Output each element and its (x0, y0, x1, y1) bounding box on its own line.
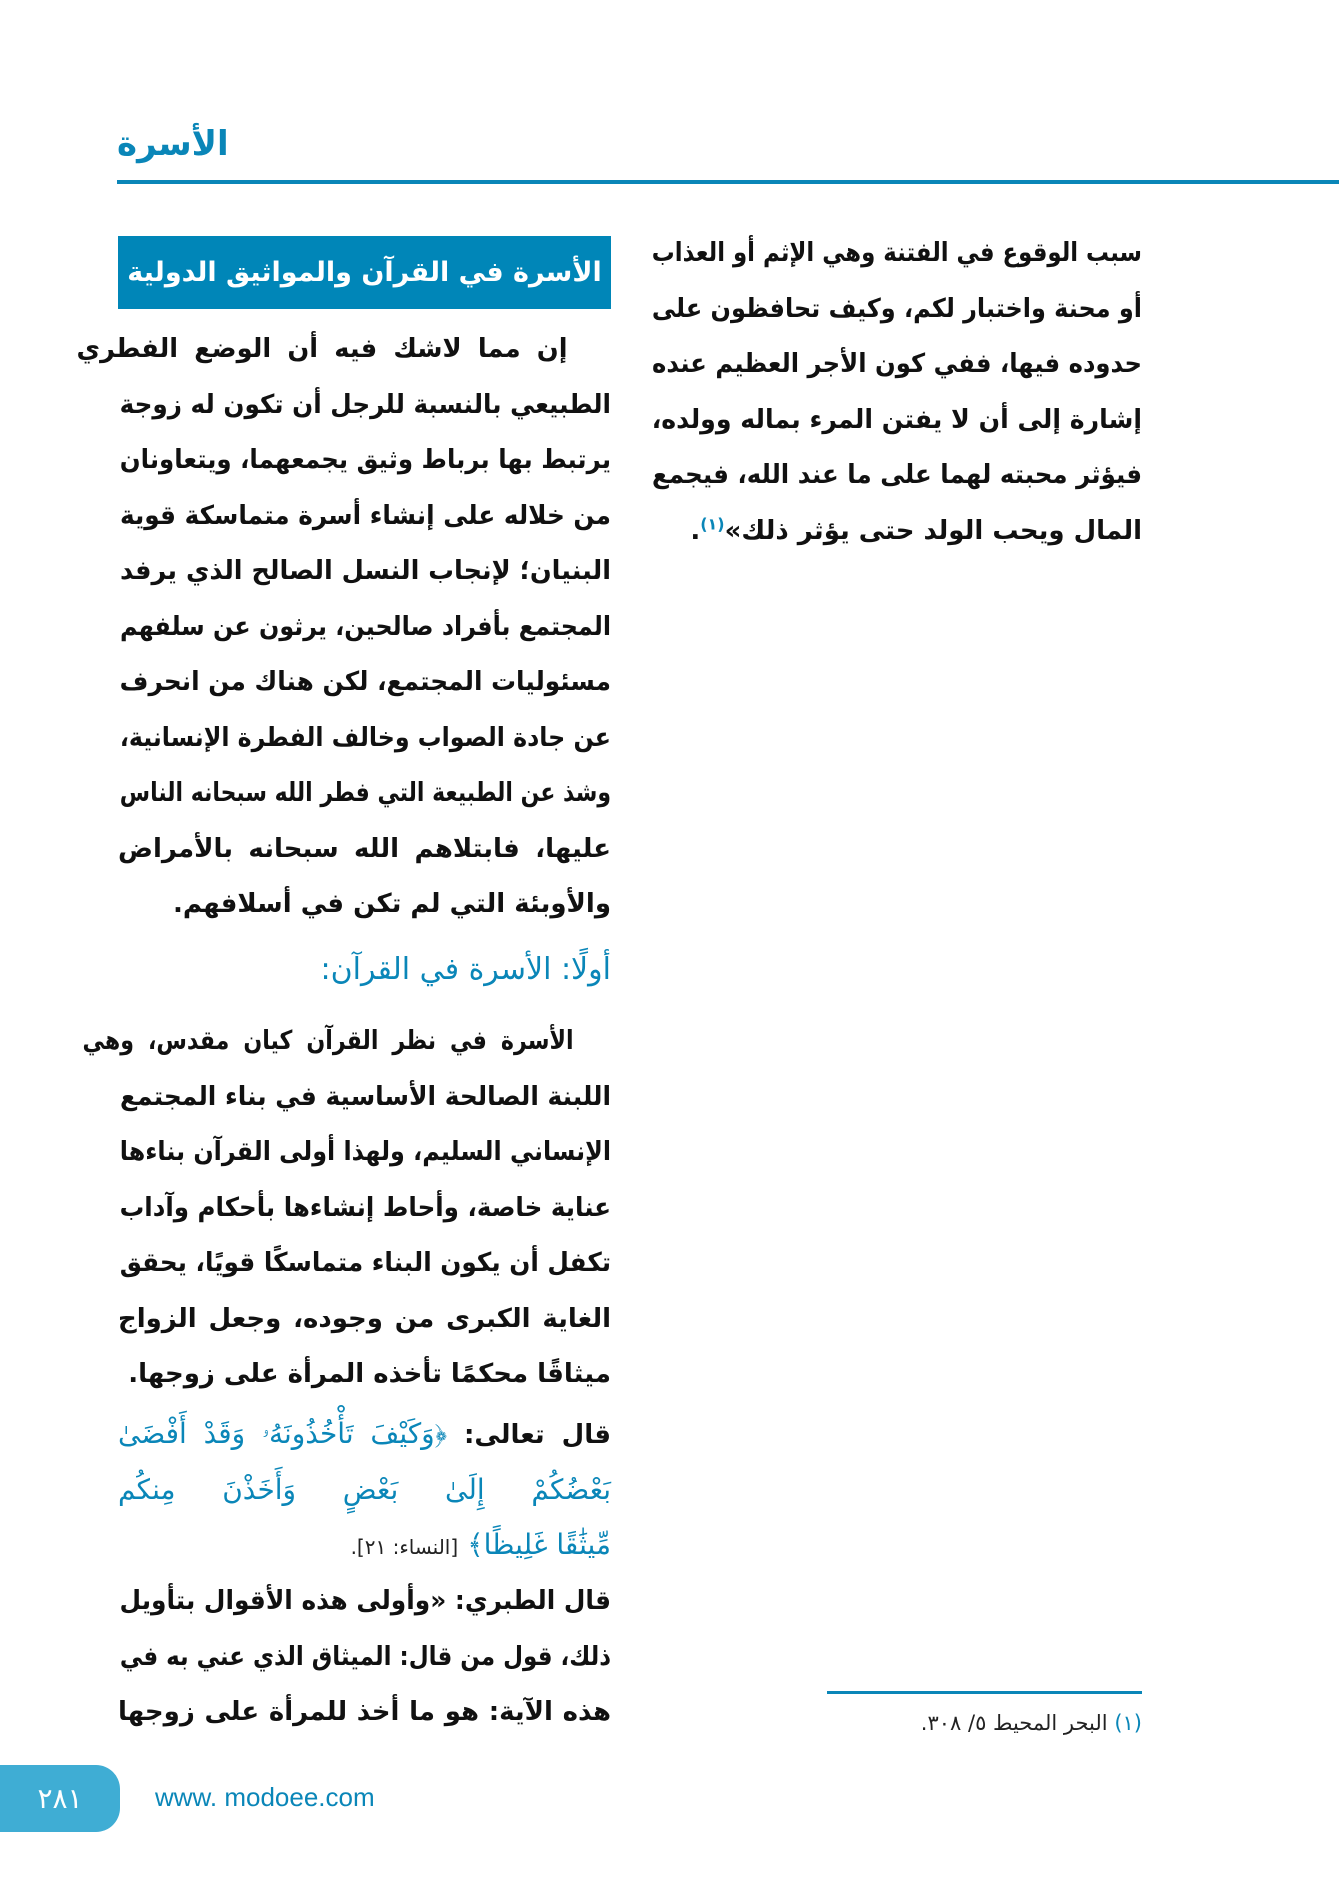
text-line: يرتبط بها برباط وثيق يجمعهما، ويتعاونان (119, 445, 612, 475)
verse-line (118, 1517, 611, 1573)
intro-paragraph (76, 322, 612, 933)
quran-paragraph (82, 1014, 612, 1403)
verse-line: بَعْضُكُمْ إِلَىٰ بَعْضٍ وَأَخَذْنَ مِنكُم (118, 1472, 611, 1506)
website-link[interactable]: www. modoee.com (155, 1782, 375, 1812)
footnote-ref[interactable]: (١) (700, 513, 725, 533)
text-line: عن جادة الصواب وخالف الفطرة الإنسانية، (119, 722, 612, 753)
page-number: ٢٨١ (0, 1765, 120, 1832)
footnote-divider (827, 1691, 1142, 1694)
text-line: إن مما لاشك فيه أن الوضع الفطري (76, 334, 568, 364)
header-logo: الأسرة (117, 124, 229, 164)
footnote-marker: (١) (1114, 1711, 1142, 1735)
verse-line (118, 1406, 611, 1462)
text-line: والأوبئة التي لم تكن في أسلافهم. (172, 889, 611, 919)
text-line: تكفل أن يكون البناء متماسكًا قويًا، يحقق (119, 1248, 611, 1278)
text-line: قال الطبري: «وأولى هذه الأقوال بتأويل (119, 1586, 611, 1616)
text-line: من خلاله على إنشاء أسرة متماسكة قوية (119, 500, 611, 531)
text-line: الأسرة في نظر القرآن كيان مقدس، وهي (82, 1026, 574, 1056)
text-line: أو محنة واختبار لكم، وكيف تحافظون على (651, 293, 1142, 324)
text-line: إشارة إلى أن لا يفتن المرء بماله وولده، (651, 404, 1142, 435)
verse-reference: [النساء: ٢١]. (350, 1535, 459, 1559)
header-divider (117, 180, 1339, 184)
text-line: وشذ عن الطبيعة التي فطر الله سبحانه الناس (119, 778, 612, 808)
text-line: مسئوليات المجتمع، لكن هناك من انحرف (119, 667, 611, 697)
text-line: عليها، فابتلاهم الله سبحانه بالأمراض (118, 833, 611, 864)
text-line: هذه الآية: هو ما أخذ للمرأة على زوجها (118, 1697, 611, 1727)
text-line: عناية خاصة، وأحاط إنشاءها بأحكام وآداب (119, 1192, 611, 1223)
footnote-text: البحر المحيط ٥/ ٣٠٨. (920, 1711, 1108, 1735)
footnote (827, 1705, 1142, 1741)
text-line: ذلك، قول من قال: الميثاق الذي عني به في (119, 1641, 611, 1672)
text-line: الغاية الكبرى من وجوده، وجعل الزواج (118, 1303, 611, 1334)
text-line: الطبيعي بالنسبة للرجل أن تكون له زوجة (119, 389, 612, 420)
subheading: أولًا: الأسرة في القرآن: (320, 952, 611, 987)
text-line: ميثاقًا محكمًا تأخذه المرأة على زوجها. (128, 1359, 611, 1389)
text-line: اللبنة الصالحة الأساسية في بناء المجتمع (120, 1081, 611, 1112)
verse-text: مِّيثَٰقًا غَلِيظًا﴾ (467, 1528, 611, 1561)
verse-block (118, 1406, 611, 1573)
verse-intro: قال تعالى: (464, 1420, 611, 1450)
right-column (650, 226, 1142, 559)
section-title: الأسرة في القرآن والمواثيق الدولية (118, 236, 611, 309)
text-line: الإنساني السليم، ولهذا أولى القرآن بناءها (119, 1137, 612, 1167)
text-line: حدوده فيها، ففي كون الأجر العظيم عنده (652, 349, 1142, 379)
tabari-paragraph (118, 1574, 611, 1741)
text-line: فيؤثر محبته لهما على ما عند الله، فيجمع (652, 460, 1142, 490)
text: المال ويحب الولد حتى يؤثر ذلك» (724, 515, 1142, 546)
verse-text: ﴿وَكَيْفَ تَأْخُذُونَهُۥ وَقَدْ أَفْضَىٰ (118, 1417, 448, 1450)
text-line: البنيان؛ لإنجاب النسل الصالح الذي يرفد (119, 556, 611, 586)
text-line: سبب الوقوع في الفتنة وهي الإثم أو العذاب (651, 238, 1142, 268)
text-line: المجتمع بأفراد صالحين، يرثون عن سلفهم (120, 611, 611, 642)
text-line-last (650, 504, 1142, 560)
punct: . (690, 515, 701, 546)
